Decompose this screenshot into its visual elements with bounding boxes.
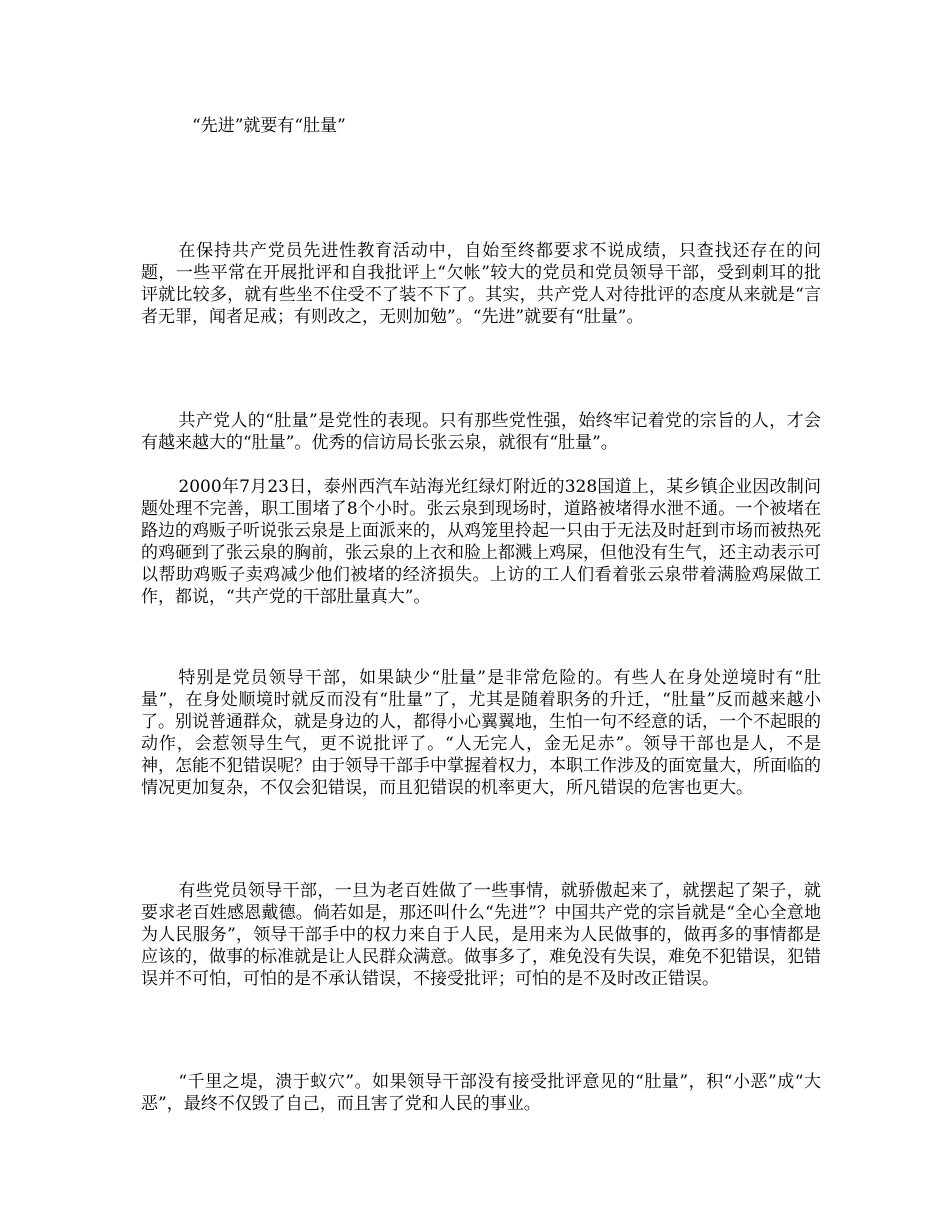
paragraph-4: 特别是党员领导干部，如果缺少“肚量”是非常危险的。有些人在身处逆境时有“肚量”，在身处顺境时就反而没有“肚量”了，尤其是随着职务的升迁，“肚量”反而越来越小了。别说普通群众，就是身边的人，都得小心翼翼地，生怕一句不经意的话，一个不起眼的动作，会惹领导生气，更不说批评了。“人无完人，金无足赤”。领导干部也是人，不是神，怎能不犯错误呢？由于领导干部手中掌握着权力，本职工作涉及的面宽量大，所面临的情况更加复杂，不仅会犯错误，而且犯错误的机率更大，所凡错误的危害也更大。 [141, 668, 821, 798]
paragraph-5: 有些党员领导干部，一旦为老百姓做了一些事情，就骄傲起来了，就摆起了架子，就要求老百姓感恩戴德。倘若如是，那还叫什么“先进”？中国共产党的宗旨就是“全心全意地为人民服务”，领导干部手中的权力来自于人民，是用来为人民做事的，做再多的事情都是应该的，做事的标准就是让人民群众满意。做事多了，难免没有失误，难免不犯错误，犯错误并不可怕，可怕的是不承认错误，不接受批评；可怕的是不及时改正错误。 [141, 881, 821, 989]
document-title: “先进”就要有“肚量” [192, 116, 346, 136]
paragraph-2: 共产党人的“肚量”是党性的表现。只有那些党性强，始终牢记着党的宗旨的人，才会有越来越大的“肚量”。优秀的信访局长张云泉，就很有“肚量”。 [141, 411, 821, 453]
paragraph-6: “千里之堤，溃于蚁穴”。如果领导干部没有接受批评意见的“肚量”，积“小恶”成“大恶”，最终不仅毁了自己，而且害了党和人民的事业。 [141, 1072, 821, 1114]
paragraph-1: 在保持共产党员先进性教育活动中，自始至终都要求不说成绩，只查找还存在的问题，一些平常在开展批评和自我批评上“欠帐”较大的党员和党员领导干部，受到刺耳的批评就比较多，就有些坐不住受不了装不下了。其实，共产党人对待批评的态度从来就是“言者无罪，闻者足戒；有则改之，无则加勉”。“先进”就要有“肚量”。 [141, 241, 821, 327]
paragraph-3: 2000年7月23日，泰州西汽车站海光红绿灯附近的328国道上，某乡镇企业因改制问题处理不完善，职工围堵了8个小时。张云泉到现场时，道路被堵得水泄不通。一个被堵在路边的鸡贩子听说张云泉是上面派来的，从鸡笼里拎起一只由于无法及时赶到市场而被热死的鸡砸到了张云泉的胸前，张云泉的上衣和脸上都溅上鸡屎，但他没有生气，还主动表示可以帮助鸡贩子卖鸡减少他们被堵的经济损失。上访的工人们看着张云泉带着满脸鸡屎做工作，都说，“共产党的干部肚量真大”。 [141, 477, 821, 607]
